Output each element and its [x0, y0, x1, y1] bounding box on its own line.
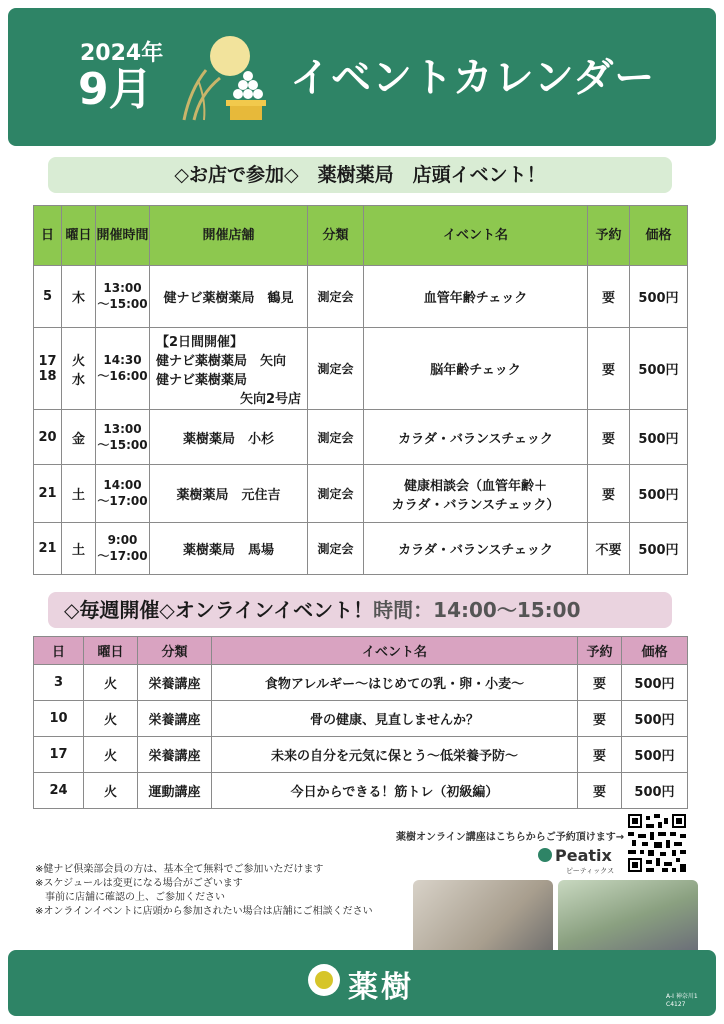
category-cell: 測定会	[308, 328, 364, 410]
time-cell: 9:00 ～17:00	[96, 523, 150, 575]
price-cell: 500円	[622, 701, 688, 737]
day-cell: 21	[34, 523, 62, 575]
notes	[35, 863, 373, 919]
col-category: 分類	[308, 206, 364, 266]
reservation-note: 薬樹オンライン講座はこちらからご予約頂けます→	[396, 832, 625, 843]
table-row	[34, 737, 688, 773]
category-cell: 測定会	[308, 266, 364, 328]
col-price: 価格	[630, 206, 688, 266]
category-cell: 測定会	[308, 465, 364, 523]
price-cell: 500円	[630, 328, 688, 410]
day-cell: 17	[34, 737, 84, 773]
footer-logo-text: 薬樹	[348, 970, 414, 1005]
price-cell: 500円	[622, 737, 688, 773]
event-cell: 骨の健康、見直しませんか？	[212, 701, 578, 737]
event-cell: 健康相談会（血管年齢＋ カラダ・バランスチェック）	[364, 465, 588, 523]
col-time: 開催時間	[96, 206, 150, 266]
store-cell: 薬樹薬局 馬場	[150, 523, 308, 575]
table-row	[34, 465, 688, 523]
price-cell: 500円	[630, 465, 688, 523]
month-label: 9月	[78, 64, 153, 115]
time-cell: 13:00 ～15:00	[96, 410, 150, 465]
col-event: イベント名	[212, 637, 578, 665]
col-category: 分類	[138, 637, 212, 665]
table-row	[34, 773, 688, 809]
weekday-cell: 火	[84, 773, 138, 809]
col-event: イベント名	[364, 206, 588, 266]
col-day: 日	[34, 206, 62, 266]
table-row	[34, 665, 688, 701]
store-events-table	[33, 205, 688, 575]
col-weekday: 曜日	[62, 206, 96, 266]
qr-code-icon[interactable]	[628, 814, 686, 872]
table-row	[34, 410, 688, 465]
col-reservation: 予約	[588, 206, 630, 266]
reservation-cell: 不要	[588, 523, 630, 575]
reservation-cell: 要	[578, 665, 622, 701]
reservation-cell: 要	[578, 773, 622, 809]
table-row	[34, 523, 688, 575]
day-cell: 5	[34, 266, 62, 328]
store-cell: 薬樹薬局 小杉	[150, 410, 308, 465]
note-item: ※スケジュールは変更になる場合がございます	[35, 878, 243, 889]
col-weekday: 曜日	[84, 637, 138, 665]
category-cell: 測定会	[308, 410, 364, 465]
category-cell: 栄養講座	[138, 701, 212, 737]
store-section-title: ◇お店で参加◇ 薬樹薬局 店頭イベント！	[48, 157, 672, 193]
weekday-cell: 火	[84, 737, 138, 773]
page-title: イベントカレンダー	[290, 55, 656, 101]
event-cell: 食物アレルギー～はじめての乳・卵・小麦～	[212, 665, 578, 701]
reservation-cell: 要	[588, 266, 630, 328]
yakuju-logo-icon	[308, 964, 340, 996]
table-header-row	[34, 637, 688, 665]
peatix-link[interactable]: Peatix	[538, 846, 612, 865]
col-day: 日	[34, 637, 84, 665]
weekday-cell: 火	[84, 665, 138, 701]
online-section-title	[48, 592, 672, 628]
day-cell: 20	[34, 410, 62, 465]
col-price: 価格	[622, 637, 688, 665]
time-cell: 14:00 ～17:00	[96, 465, 150, 523]
table-header-row	[34, 206, 688, 266]
weekday-cell: 火	[84, 701, 138, 737]
category-cell: 運動講座	[138, 773, 212, 809]
store-cell: 健ナビ薬樹薬局 鶴見	[150, 266, 308, 328]
price-cell: 500円	[630, 410, 688, 465]
event-cell: カラダ・バランスチェック	[364, 410, 588, 465]
col-reservation: 予約	[578, 637, 622, 665]
weekday-cell: 火 水	[62, 328, 96, 410]
category-cell: 栄養講座	[138, 665, 212, 701]
price-cell: 500円	[622, 665, 688, 701]
reservation-cell: 要	[588, 410, 630, 465]
event-cell: 未来の自分を元気に保とう～低栄養予防～	[212, 737, 578, 773]
tsukimi-decoration-icon	[176, 60, 268, 122]
pharmacy-event-photo	[413, 880, 553, 960]
note-item: 事前に店舗に確認の上、ご参加ください	[35, 892, 225, 903]
online-section-time: 時間：14:00～15:00	[373, 598, 581, 622]
weekday-cell: 木	[62, 266, 96, 328]
category-cell: 栄養講座	[138, 737, 212, 773]
day-cell: 21	[34, 465, 62, 523]
reservation-cell: 要	[588, 328, 630, 410]
weekday-cell: 土	[62, 465, 96, 523]
event-cell: 脳年齢チェック	[364, 328, 588, 410]
table-row	[34, 328, 688, 410]
category-cell: 測定会	[308, 523, 364, 575]
col-store: 開催店舗	[150, 206, 308, 266]
note-item: ※健ナビ倶楽部会員の方は、基本全て無料でご参加いただけます	[35, 864, 324, 875]
document-code: A-I 神奈川1 C4127	[666, 993, 698, 1008]
weekday-cell: 土	[62, 523, 96, 575]
price-cell: 500円	[630, 266, 688, 328]
walking-event-photo	[558, 880, 698, 960]
peatix-icon	[538, 848, 552, 862]
day-cell: 17 18	[34, 328, 62, 410]
day-cell: 24	[34, 773, 84, 809]
event-cell: カラダ・バランスチェック	[364, 523, 588, 575]
store-cell: 【2日間開催】 健ナビ薬樹薬局 矢向 健ナビ薬樹薬局 矢向2号店	[150, 328, 308, 410]
event-cell: 血管年齢チェック	[364, 266, 588, 328]
weekday-cell: 金	[62, 410, 96, 465]
online-section-label: ◇毎週開催◇オンラインイベント！	[64, 598, 374, 622]
day-cell: 3	[34, 665, 84, 701]
reservation-cell: 要	[588, 465, 630, 523]
reservation-cell: 要	[578, 701, 622, 737]
store-cell: 薬樹薬局 元住吉	[150, 465, 308, 523]
note-item: ※オンラインイベントに店頭から参加されたい場合は店舗にご相談ください	[35, 906, 373, 917]
price-cell: 500円	[630, 523, 688, 575]
table-row	[34, 701, 688, 737]
peatix-subtitle: ピーティックス	[566, 867, 615, 875]
reservation-cell: 要	[578, 737, 622, 773]
online-events-table	[33, 636, 688, 809]
time-cell: 14:30 ～16:00	[96, 328, 150, 410]
day-cell: 10	[34, 701, 84, 737]
event-cell: 今日からできる！筋トレ（初級編）	[212, 773, 578, 809]
table-row	[34, 266, 688, 328]
time-cell: 13:00 ～15:00	[96, 266, 150, 328]
price-cell: 500円	[622, 773, 688, 809]
year-label: 2024年	[80, 41, 164, 66]
